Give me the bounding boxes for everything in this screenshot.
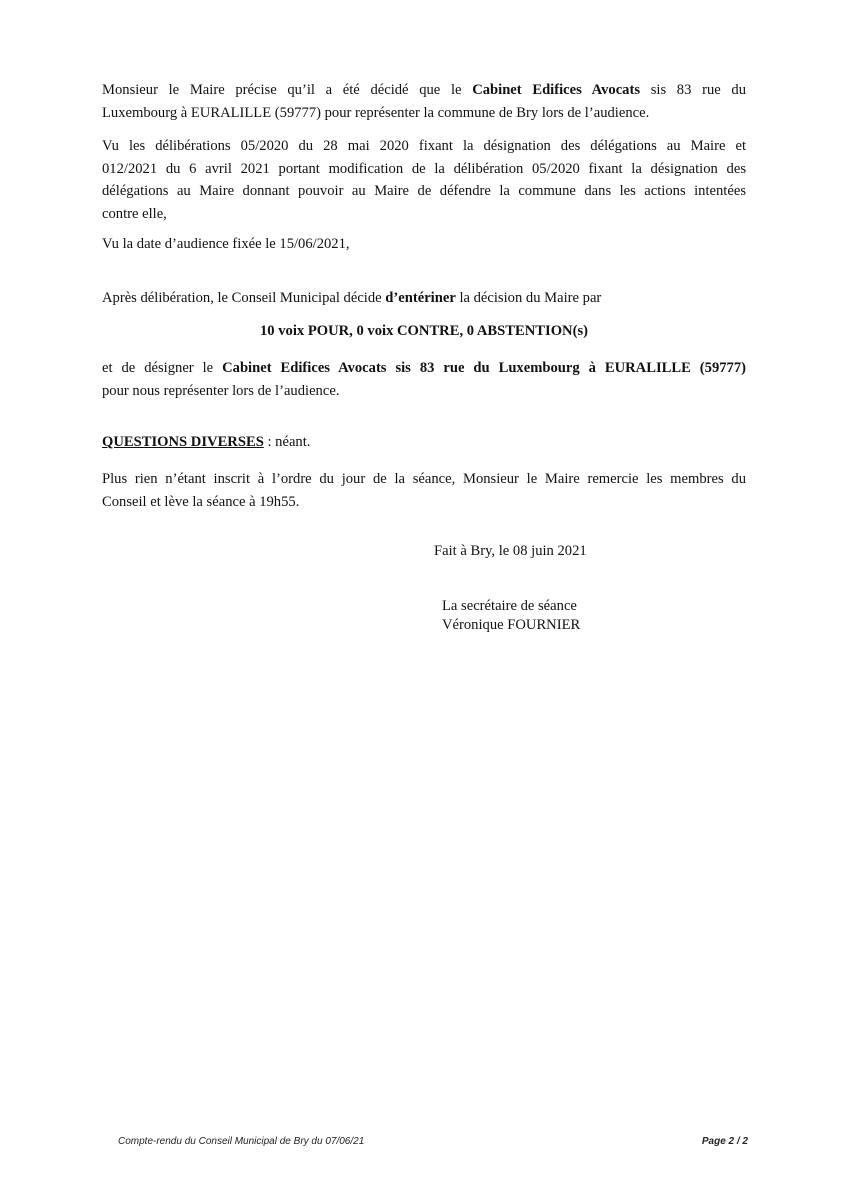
paragraph-line: Plus rien n’étant inscrit à l’ordre du jour de la séance, Monsieur le Maire remercie les membres du bbox=[102, 471, 746, 487]
questions-diverses bbox=[102, 431, 746, 454]
cabinet-name: Cabinet Edifices Avocats bbox=[472, 82, 641, 98]
paragraph-line: Luxembourg à EURALILLE (59777) pour représenter la commune de Bry lors de l’audience. bbox=[102, 104, 650, 121]
paragraph-deliberations bbox=[102, 135, 746, 225]
paragraph-line: délégations au Maire donnant pouvoir au Maire de défendre la commune dans les actions intentées bbox=[102, 183, 746, 199]
signatory-role: La secrétaire de séance bbox=[442, 598, 577, 614]
signatory-name: Véronique FOURNIER bbox=[442, 617, 581, 633]
paragraph-designation bbox=[102, 357, 746, 402]
section-heading: QUESTIONS DIVERSES bbox=[102, 434, 264, 450]
text-segment: Monsieur le Maire précise qu’il a été décidé que le bbox=[102, 82, 473, 98]
decision-verb: d’entériner bbox=[385, 290, 456, 306]
paragraph-line bbox=[102, 431, 746, 454]
vote-result: 10 voix POUR, 0 voix CONTRE, 0 ABSTENTION(s) bbox=[260, 323, 588, 339]
text-segment: : néant. bbox=[263, 434, 311, 450]
paragraph-line: Vu la date d’audience fixée le 15/06/2021, bbox=[102, 236, 350, 252]
cabinet-address: Cabinet Edifices Avocats sis 83 rue du Luxembourg à EURALILLE (59777) bbox=[222, 360, 746, 376]
paragraph-line: contre elle, bbox=[102, 205, 167, 222]
paragraph-deliberation-result bbox=[102, 287, 746, 310]
paragraph-line: pour nous représenter lors de l’audience. bbox=[102, 382, 340, 399]
signature-block bbox=[442, 597, 580, 635]
paragraph-line bbox=[102, 79, 746, 102]
text-segment: Après délibération, le Conseil Municipal décide bbox=[102, 290, 386, 306]
text-segment: la décision du Maire par bbox=[455, 290, 602, 306]
place-date: Fait à Bry, le 08 juin 2021 bbox=[434, 543, 587, 559]
text-segment: sis 83 rue du bbox=[640, 82, 746, 98]
footer-page-number: Page 2 / 2 bbox=[701, 1136, 748, 1147]
paragraph-closing bbox=[102, 468, 746, 513]
paragraph-line bbox=[102, 287, 746, 310]
paragraph-cabinet-decision bbox=[102, 79, 746, 124]
text-segment: et de désigner le bbox=[102, 360, 223, 376]
paragraph-line: 012/2021 du 6 avril 2021 portant modification de la délibération 05/2020 fixant la désignation des bbox=[102, 160, 746, 177]
paragraph-line: Conseil et lève la séance à 19h55. bbox=[102, 493, 300, 510]
paragraph-audience-date bbox=[102, 233, 746, 256]
paragraph-line bbox=[102, 357, 746, 380]
footer-document-title: Compte-rendu du Conseil Municipal de Bry du 07/06/21 bbox=[118, 1136, 365, 1147]
paragraph-line: Vu les délibérations 05/2020 du 28 mai 2020 fixant la désignation des délégations au Maire et bbox=[102, 138, 746, 154]
